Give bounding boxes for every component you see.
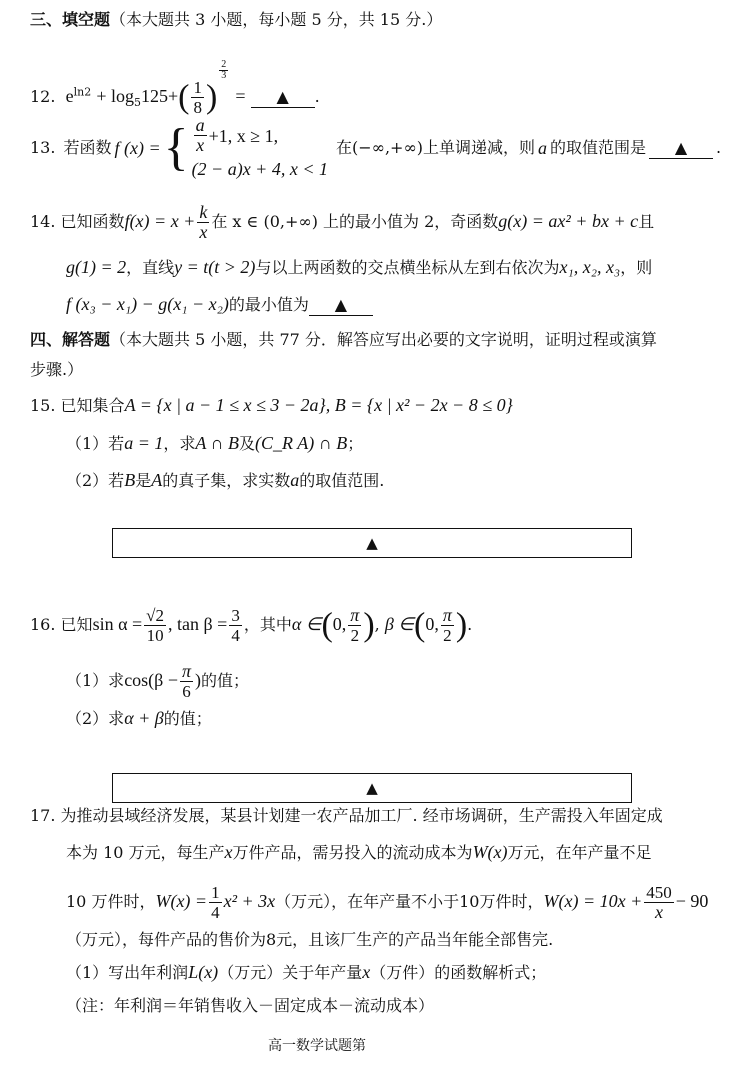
text: （1）求 [66, 671, 125, 690]
math: x [196, 135, 205, 155]
math: W(x) [472, 842, 508, 862]
text: 的最小值为 [228, 295, 309, 314]
text: 1 [211, 883, 220, 902]
text: 10 [146, 626, 164, 645]
question-13 [30, 116, 724, 180]
math: (C_R A) ∩ B [255, 433, 348, 453]
question-number: 17. [30, 806, 56, 825]
piecewise-cases [192, 116, 328, 180]
question-number: 13. [30, 138, 56, 157]
fraction [348, 606, 361, 645]
answer-box[interactable] [112, 773, 632, 803]
question-17-line-2 [66, 842, 652, 863]
text: 万元，在年产量不足 [507, 843, 652, 862]
question-17-line-3 [66, 883, 708, 922]
math: x [199, 222, 208, 242]
question-number: 16. [30, 615, 56, 634]
question-15 [30, 395, 513, 416]
math: 5 [133, 96, 141, 110]
text: （2）求 [66, 709, 125, 728]
math: f (x) = [114, 138, 161, 158]
math: A = {x | a − 1 ≤ x ≤ 3 − 2a}, B = {x | x² − 2x − 8 ≤ 0} [124, 395, 513, 415]
section-note: （本大题共 3 小题，每小题 5 分，共 15 分.） [110, 10, 443, 29]
text: （1）写出年利润 [66, 963, 189, 982]
brace: { [163, 119, 189, 176]
math: g(1) = 2 [66, 257, 127, 277]
math: 0, [425, 614, 439, 634]
fraction [180, 662, 193, 701]
bracket: ) [455, 606, 468, 644]
question-16-part-2 [66, 708, 212, 729]
text: 2 [350, 626, 360, 645]
question-16-part-1 [66, 662, 249, 701]
text: 的真子集，求实数 [162, 471, 291, 490]
math: g(x) = ax² + bx + c [498, 211, 639, 231]
text: 已知函数 [60, 212, 125, 231]
section-3-header [30, 10, 442, 30]
text: 若函数 [63, 138, 112, 157]
text: 450 [646, 883, 672, 902]
text: 及 [239, 434, 256, 453]
text: 6 [182, 682, 191, 701]
math: B [124, 470, 136, 490]
math: x [224, 842, 233, 862]
fraction [144, 606, 166, 645]
math: (2 − a)x + 4, x < 1 [191, 159, 328, 179]
text: . [716, 138, 722, 157]
math: α ∈ [291, 614, 322, 634]
answer-blank: ▲ [649, 138, 713, 159]
text: ； [347, 434, 364, 453]
math: 125+ [140, 86, 179, 106]
text: 在(−∞,+∞)上单调递减，则 [335, 138, 536, 157]
math: A [151, 470, 163, 490]
math: x [362, 962, 371, 982]
bracket: ( [178, 78, 190, 116]
math: π [182, 661, 192, 681]
question-17-line-1 [30, 806, 663, 826]
text: （2）若 [66, 471, 125, 490]
math: x₁, x₂, x₃ [559, 257, 621, 277]
answer-box[interactable] [112, 528, 632, 558]
math: 0, [332, 614, 347, 634]
fraction [194, 116, 207, 155]
text: 2 [443, 626, 452, 645]
math: ) [195, 670, 202, 690]
math: sin α = [92, 614, 143, 634]
answer-blank: ▲ [251, 87, 315, 108]
question-17-note: （注：年利润＝年销售收入－固定成本－流动成本） [66, 996, 435, 1015]
bracket: ( [413, 606, 426, 644]
text: （万元），在年产量不小于10万件时， [275, 892, 544, 911]
question-14-line-1 [30, 203, 654, 242]
section-title: 三、填空题 [30, 10, 111, 29]
text: 为推动县域经济发展，某县计划建一农产品加工厂. 经市场调研，生产需投入年固定成 [60, 806, 663, 825]
text: ，直线 [126, 258, 175, 277]
math: cos(β − [124, 670, 178, 690]
text: 是 [135, 471, 152, 490]
question-17-line-4: （万元），每件产品的售价为8元，且该厂生产的产品当年能全部售完. [66, 930, 554, 949]
math: a [538, 138, 548, 158]
text: 的值； [201, 671, 250, 690]
fraction [209, 883, 222, 922]
text: 在 x ∈ (0,+∞) 上的最小值为 2，奇函数 [211, 212, 499, 231]
math: α + β [124, 708, 164, 728]
text: 的取值范围是 [550, 138, 647, 157]
bracket: ) [205, 78, 218, 116]
text: 3 [221, 70, 227, 81]
math: L(x) [188, 962, 219, 982]
answer-mark: ▲ [366, 534, 378, 552]
math: +1, x ≥ 1, [208, 125, 279, 146]
math: , tan β = [168, 614, 228, 634]
question-number: 15. [30, 396, 56, 415]
math: a [290, 470, 300, 490]
fraction [644, 883, 674, 922]
math: W(x) = 10x + [543, 891, 643, 911]
question-15-part-1 [66, 433, 363, 454]
math: A ∩ B [195, 433, 240, 453]
math: f(x) = x + [124, 211, 196, 231]
text: 2 [221, 59, 227, 70]
text: 的值； [163, 709, 212, 728]
answer-blank: ▲ [309, 295, 373, 316]
text: 本为 10 万元，每生产 [66, 843, 225, 862]
fraction [197, 203, 209, 242]
section-note: （本大题共 5 小题，共 77 分．解答应写出必要的文字说明，证明过程或演算 [110, 330, 657, 349]
text: 4 [231, 626, 240, 645]
text: 已知集合 [60, 396, 125, 415]
text: 且 [638, 212, 655, 231]
text: 8 [193, 98, 202, 117]
case-1 [192, 116, 328, 155]
math: β ∈ [384, 614, 414, 634]
math: π [350, 605, 360, 625]
question-14-line-3 [66, 294, 373, 316]
question-number: 14. [30, 212, 56, 231]
text: （万元）关于年产量 [218, 963, 363, 982]
text: . [314, 87, 320, 106]
answer-mark: ▲ [366, 779, 378, 797]
question-15-part-2 [66, 470, 384, 491]
text: 10 万件时， [66, 892, 156, 911]
question-12 [30, 60, 320, 117]
math: f (x₃ − x₁) − g(x₁ − x₂) [66, 294, 229, 314]
math: k [199, 202, 208, 222]
text: 已知 [60, 615, 93, 634]
question-16: 16. 已知sin α = $\frac{√2}{10}$ , tan β = $\frac{3}{4}$ ，其中α ∈(0, $\frac{\pi}{2}$ ), β ∈(0, $\frac{\pi}{2}$ ). [30, 605, 473, 645]
question-17-part-1 [66, 962, 546, 983]
fraction [229, 606, 242, 645]
text: 万件产品，需另投入的流动成本为 [232, 843, 473, 862]
math: W(x) = [155, 891, 208, 911]
text: （万件）的函数解析式； [370, 963, 547, 982]
text: 的取值范围. [299, 471, 385, 490]
question-number: 12. [30, 87, 56, 106]
bracket: ) [363, 606, 375, 644]
case-2 [192, 158, 328, 180]
text: （1）若 [66, 434, 125, 453]
text: √2 [146, 606, 164, 625]
bracket: ( [321, 606, 333, 644]
section-title: 四、解答题 [30, 330, 111, 349]
text: 1 [193, 78, 202, 97]
text: ，求 [163, 434, 196, 453]
fraction [441, 606, 454, 645]
text: ，其中 [243, 615, 292, 634]
math: y = t(t > 2) [174, 257, 256, 277]
question-14-line-2 [66, 257, 652, 278]
math: − 90 [675, 891, 709, 911]
math: x² + 3x [223, 891, 276, 911]
math: = [235, 86, 246, 106]
math: a [195, 115, 205, 135]
math: e [65, 86, 74, 106]
text: 3 [231, 606, 240, 625]
fraction [191, 78, 204, 117]
page-footer: 高一数学试题第 [268, 1038, 366, 1054]
text: 4 [211, 903, 220, 922]
text: 与以上两函数的交点横坐标从左到右依次为 [255, 258, 560, 277]
math: x [655, 902, 663, 922]
math: a = 1 [124, 433, 164, 453]
section-note-cont: 步骤.） [30, 360, 84, 379]
math: π [442, 605, 452, 625]
math: + log [96, 86, 134, 106]
section-4-header [30, 330, 657, 350]
math: ln2 [73, 85, 92, 99]
text: ，则 [620, 258, 653, 277]
exponent-fraction [219, 60, 228, 81]
